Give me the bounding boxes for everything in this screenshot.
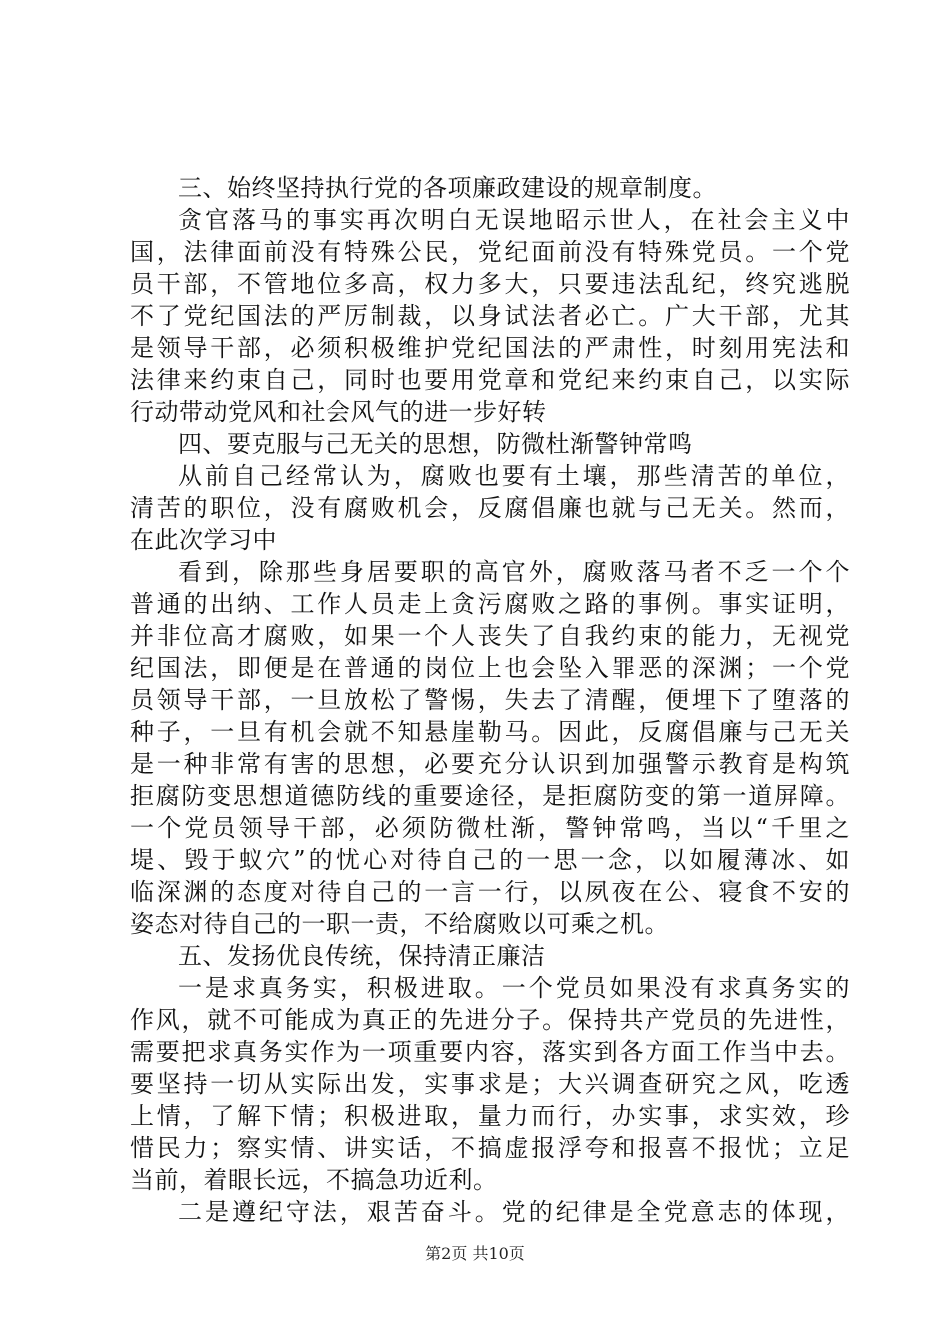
text-line: 行动带动党风和社会风气的进一步好转 [130,398,547,426]
text-line: 四、要克服与己无关的思想，防微杜渐警钟常鸣 [178,430,693,458]
text-line: 拒腐防变思想道德防线的重要途径，是拒腐防变的第一道屏障。 [130,782,850,810]
text-line: 需要把求真务实作为一项重要内容，落实到各方面工作当中去。 [130,1038,850,1066]
text-line: 惜民力；察实情、讲实话，不搞虚报浮夸和报喜不报忧；立足 [130,1134,850,1162]
text-line: 三、始终坚持执行党的各项廉政建设的规章制度。 [178,174,717,202]
document-body [130,172,850,1228]
text-line: 法律来约束自己，同时也要用党章和党纪来约束自己，以实际 [130,366,850,394]
text-line: 员干部，不管地位多高，权力多大，只要违法乱纪，终究逃脱 [130,270,850,298]
text-line: 堤、毁于蚁穴”的忧心对待自己的一思一念，以如履薄冰、如 [130,846,850,874]
text-line: 要坚持一切从实际出发，实事求是；大兴调查研究之风，吃透 [130,1070,850,1098]
text-line: 五、发扬优良传统，保持清正廉洁 [178,942,546,970]
text-line: 贪官落马的事实再次明白无误地昭示世人，在社会主义中 [178,206,850,234]
text-line: 并非位高才腐败，如果一个人丧失了自我约束的能力，无视党 [130,622,850,650]
text-line: 当前，着眼长远，不搞急功近利。 [130,1166,498,1194]
text-line: 姿态对待自己的一职一责，不给腐败以可乘之机。 [130,910,669,938]
text-line: 不了党纪国法的严厉制裁，以身试法者必亡。广大干部，尤其 [130,302,850,330]
text-line: 上情，了解下情；积极进取，量力而行，办实事，求实效，珍 [130,1102,850,1130]
text-line: 从前自己经常认为，腐败也要有土壤，那些清苦的单位， [178,462,850,490]
text-line: 看到，除那些身居要职的高官外，腐败落马者不乏一个个 [178,558,850,586]
text-line: 作风，就不可能成为真正的先进分子。保持共产党员的先进性， [130,1006,850,1034]
page-footer: 第2页 共10页 [425,1244,525,1263]
text-line: 员领导干部，一旦放松了警惕，失去了清醒，便埋下了堕落的 [130,686,850,714]
text-line: 种子，一旦有机会就不知悬崖勒马。因此，反腐倡廉与己无关 [130,718,850,746]
text-line: 是领导干部，必须积极维护党纪国法的严肃性，时刻用宪法和 [130,334,850,362]
text-line: 纪国法，即便是在普通的岗位上也会坠入罪恶的深渊；一个党 [130,654,850,682]
text-line: 清苦的职位，没有腐败机会，反腐倡廉也就与己无关。然而， [130,494,850,522]
text-line: 国，法律面前没有特殊公民，党纪面前没有特殊党员。一个党 [130,238,850,266]
text-line: 一是求真务实，积极进取。一个党员如果没有求真务实的 [178,974,850,1002]
text-line: 临深渊的态度对待自己的一言一行，以夙夜在公、寝食不安的 [130,878,850,906]
text-line: 二是遵纪守法，艰苦奋斗。党的纪律是全党意志的体现， [178,1198,850,1226]
text-line: 在此次学习中 [130,526,277,554]
text-line: 普通的出纳、工作人员走上贪污腐败之路的事例。事实证明， [130,590,850,618]
text-line: 是一种非常有害的思想，必要充分认识到加强警示教育是构筑 [130,750,850,778]
text-line: 一个党员领导干部，必须防微杜渐，警钟常鸣，当以“千里之 [130,814,850,842]
